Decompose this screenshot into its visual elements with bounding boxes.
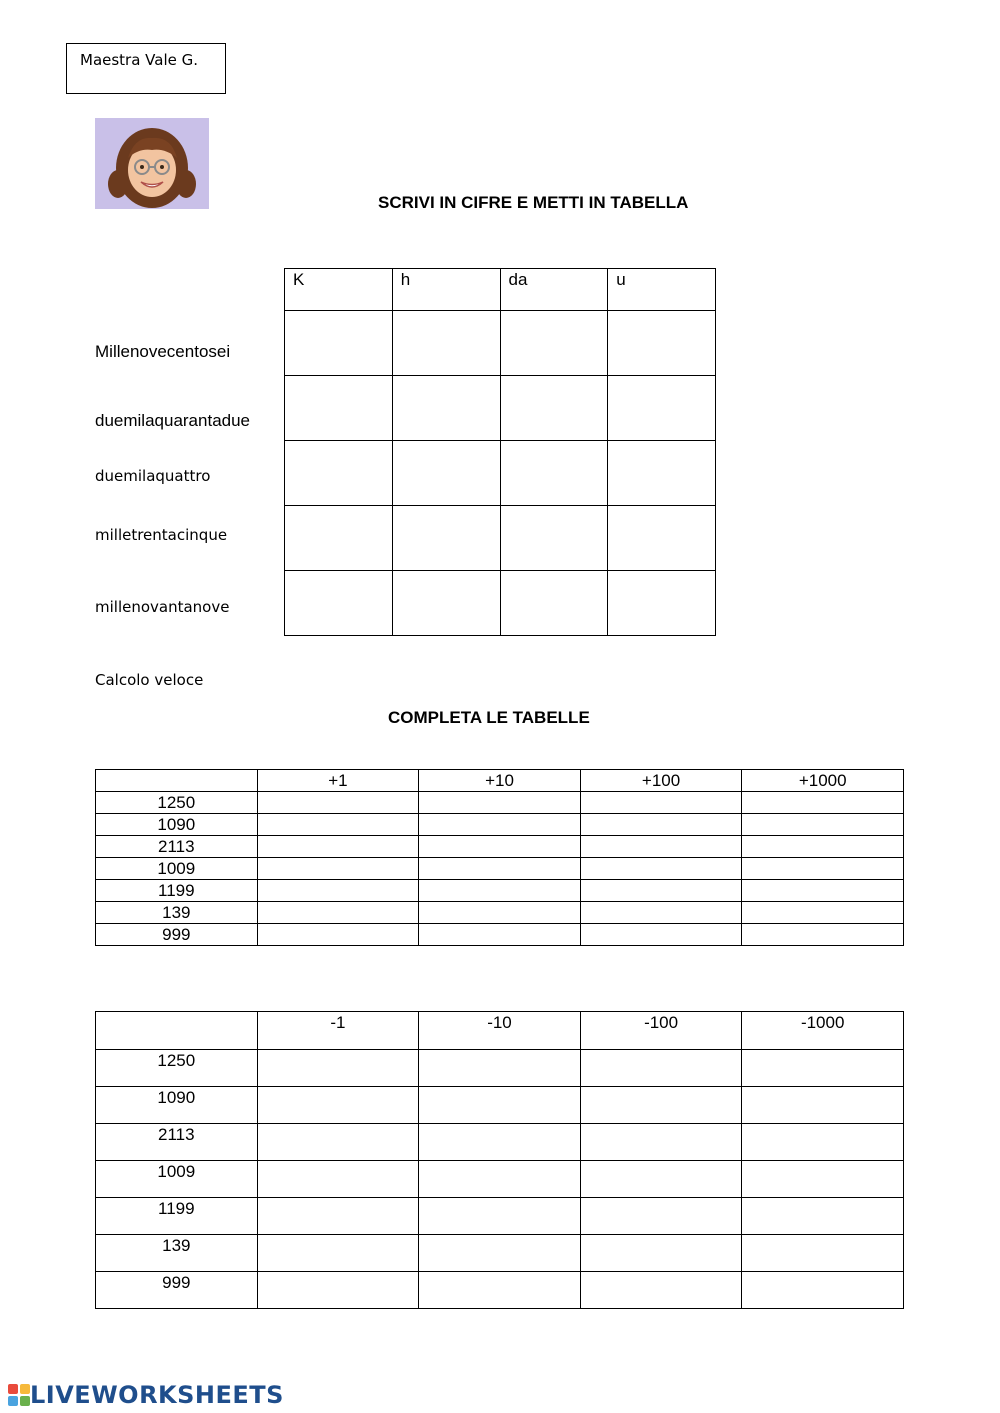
table-row [96, 858, 904, 880]
title-complete-tables: COMPLETA LE TABELLE [388, 708, 590, 727]
word-milletrentacinque: milletrentacinque [95, 526, 228, 544]
table-row [96, 1272, 904, 1309]
table-row [96, 792, 904, 814]
answer-cell[interactable] [500, 571, 608, 636]
header-h: h [392, 269, 500, 311]
row-number: 2113 [96, 1124, 258, 1161]
place-value-table [284, 268, 716, 636]
addition-table [95, 769, 904, 946]
answer-cell[interactable] [580, 858, 742, 880]
answer-cell[interactable] [257, 1235, 419, 1272]
header-plus-1: +1 [257, 770, 419, 792]
table-header-row [96, 770, 904, 792]
answer-cell[interactable] [580, 1198, 742, 1235]
answer-cell[interactable] [580, 1235, 742, 1272]
header-plus-1000: +1000 [742, 770, 904, 792]
answer-cell[interactable] [392, 311, 500, 376]
answer-cell[interactable] [580, 902, 742, 924]
header-u: u [608, 269, 716, 311]
row-number: 1009 [96, 1161, 258, 1198]
answer-cell[interactable] [257, 880, 419, 902]
avatar-illustration [95, 118, 209, 209]
row-number: 999 [96, 924, 258, 946]
table-row [285, 376, 716, 441]
answer-cell[interactable] [580, 792, 742, 814]
subtraction-table [95, 1011, 904, 1309]
word-millenovecentosei: Millenovecentosei [95, 342, 231, 361]
answer-cell[interactable] [580, 814, 742, 836]
table-header-row [285, 269, 716, 311]
word-millenovantanove: millenovantanove [95, 598, 230, 616]
header-minus-1: -1 [257, 1012, 419, 1050]
header-k: K [285, 269, 393, 311]
answer-cell[interactable] [257, 902, 419, 924]
answer-cell[interactable] [580, 924, 742, 946]
answer-cell[interactable] [257, 1161, 419, 1198]
table-row [96, 1050, 904, 1087]
answer-cell[interactable] [500, 311, 608, 376]
answer-cell[interactable] [419, 1272, 581, 1309]
answer-cell[interactable] [608, 311, 716, 376]
answer-cell[interactable] [608, 506, 716, 571]
footer-brand: LIVEWORKSHEETS [30, 1381, 284, 1409]
answer-cell[interactable] [257, 924, 419, 946]
answer-cell[interactable] [285, 376, 393, 441]
answer-cell[interactable] [500, 376, 608, 441]
answer-cell[interactable] [419, 792, 581, 814]
header-minus-100: -100 [580, 1012, 742, 1050]
answer-cell[interactable] [500, 441, 608, 506]
answer-cell[interactable] [580, 1050, 742, 1087]
table-header-row [96, 1012, 904, 1050]
answer-cell[interactable] [419, 858, 581, 880]
answer-cell[interactable] [257, 814, 419, 836]
answer-cell[interactable] [580, 1087, 742, 1124]
table-row [96, 1087, 904, 1124]
answer-cell[interactable] [257, 1050, 419, 1087]
answer-cell[interactable] [742, 880, 904, 902]
row-number: 1009 [96, 858, 258, 880]
row-number: 1090 [96, 1087, 258, 1124]
answer-cell[interactable] [419, 1161, 581, 1198]
row-number: 1199 [96, 880, 258, 902]
answer-cell[interactable] [419, 814, 581, 836]
answer-cell[interactable] [742, 814, 904, 836]
answer-cell[interactable] [419, 1124, 581, 1161]
table-row [285, 441, 716, 506]
answer-cell[interactable] [580, 1272, 742, 1309]
answer-cell[interactable] [257, 858, 419, 880]
answer-cell[interactable] [419, 836, 581, 858]
header-da: da [500, 269, 608, 311]
header-plus-10: +10 [419, 770, 581, 792]
header-empty [96, 770, 258, 792]
answer-cell[interactable] [419, 880, 581, 902]
answer-cell[interactable] [742, 858, 904, 880]
row-number: 139 [96, 902, 258, 924]
answer-cell[interactable] [742, 1087, 904, 1124]
answer-cell[interactable] [285, 571, 393, 636]
answer-cell[interactable] [285, 506, 393, 571]
table-row [96, 1198, 904, 1235]
answer-cell[interactable] [257, 1272, 419, 1309]
table-row [96, 836, 904, 858]
author-box [66, 43, 226, 94]
answer-cell[interactable] [392, 571, 500, 636]
answer-cell[interactable] [285, 441, 393, 506]
answer-cell[interactable] [608, 571, 716, 636]
row-number: 999 [96, 1272, 258, 1309]
answer-cell[interactable] [742, 924, 904, 946]
answer-cell[interactable] [742, 792, 904, 814]
answer-cell[interactable] [285, 311, 393, 376]
table-row [96, 814, 904, 836]
answer-cell[interactable] [742, 1050, 904, 1087]
avatar [95, 118, 209, 209]
answer-cell[interactable] [742, 1272, 904, 1309]
title-write-digits: SCRIVI IN CIFRE E METTI IN TABELLA [378, 193, 689, 212]
answer-cell[interactable] [419, 1235, 581, 1272]
row-number: 2113 [96, 836, 258, 858]
answer-cell[interactable] [419, 1050, 581, 1087]
answer-cell[interactable] [392, 506, 500, 571]
table-row [285, 506, 716, 571]
answer-cell[interactable] [580, 1161, 742, 1198]
answer-cell[interactable] [608, 441, 716, 506]
answer-cell[interactable] [257, 1198, 419, 1235]
quick-calc-label: Calcolo veloce [95, 671, 204, 689]
answer-cell[interactable] [257, 1087, 419, 1124]
table-row [96, 902, 904, 924]
liveworksheets-icon [8, 1384, 30, 1406]
header-empty [96, 1012, 258, 1050]
header-minus-10: -10 [419, 1012, 581, 1050]
header-plus-100: +100 [580, 770, 742, 792]
row-number: 1199 [96, 1198, 258, 1235]
table-row [96, 1124, 904, 1161]
word-duemilaquarantadue: duemilaquarantadue [95, 411, 251, 430]
table-row [96, 1161, 904, 1198]
answer-cell[interactable] [419, 924, 581, 946]
table-row [96, 924, 904, 946]
word-duemilaquattro: duemilaquattro [95, 467, 211, 485]
answer-cell[interactable] [257, 1124, 419, 1161]
author-name: Maestra Vale G. [80, 51, 199, 69]
row-number: 1090 [96, 814, 258, 836]
answer-cell[interactable] [392, 441, 500, 506]
header-minus-1000: -1000 [742, 1012, 904, 1050]
footer-logo[interactable] [8, 1381, 284, 1409]
answer-cell[interactable] [742, 1161, 904, 1198]
answer-cell[interactable] [608, 376, 716, 441]
answer-cell[interactable] [419, 1198, 581, 1235]
table-row [96, 1235, 904, 1272]
answer-cell[interactable] [257, 836, 419, 858]
row-number: 1250 [96, 1050, 258, 1087]
table-row [96, 880, 904, 902]
row-number: 1250 [96, 792, 258, 814]
answer-cell[interactable] [580, 1124, 742, 1161]
answer-cell[interactable] [742, 902, 904, 924]
answer-cell[interactable] [742, 1235, 904, 1272]
answer-cell[interactable] [580, 880, 742, 902]
answer-cell[interactable] [742, 1198, 904, 1235]
answer-cell[interactable] [580, 836, 742, 858]
answer-cell[interactable] [419, 902, 581, 924]
row-number: 139 [96, 1235, 258, 1272]
answer-cell[interactable] [419, 1087, 581, 1124]
answer-cell[interactable] [257, 792, 419, 814]
answer-cell[interactable] [742, 836, 904, 858]
table-row [285, 571, 716, 636]
answer-cell[interactable] [500, 506, 608, 571]
answer-cell[interactable] [742, 1124, 904, 1161]
table-row [285, 311, 716, 376]
answer-cell[interactable] [392, 376, 500, 441]
